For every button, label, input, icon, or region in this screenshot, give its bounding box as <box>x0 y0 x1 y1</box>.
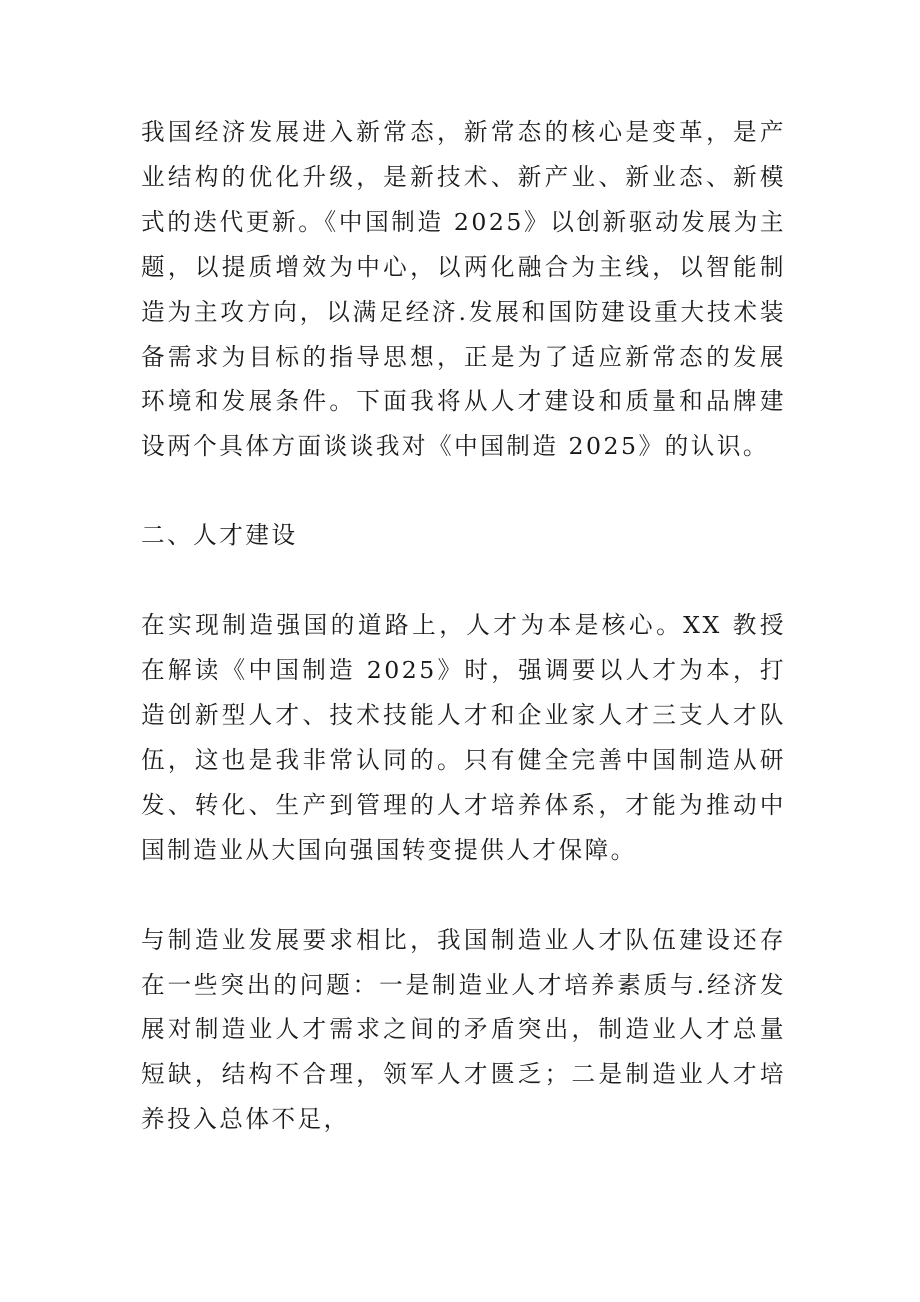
paragraph-intro: 我国经济发展进入新常态，新常态的核心是变革，是产业结构的优化升级，是新技术、新产业、新业态、新模式的迭代更新。《中国制造 2025》以创新驱动发展为主题，以提质增效为中心，以两化融合为主线，以智能制造为主攻方向，以满足经济.发展和国防建设重大技术装备需求为目标的指导思想，正是为了适应新常态的发展环境和发展条件。下面我将从人才建设和质量和品牌建设两个具体方面谈谈我对《中国制造 2025》的认识。 <box>141 118 786 461</box>
paragraph-talent-core: 在实现制造强国的道路上，人才为本是核心。XX 教授在解读《中国制造 2025》时，强调要以人才为本，打造创新型人才、技术技能人才和企业家人才三支人才队伍，这也是我非常认同的。只有健全完善中国制造从研发、转化、生产到管理的人才培养体系，才能为推动中国制造业从大国向强国转变提供人才保障。 <box>141 611 786 864</box>
paragraph-talent-problems: 与制造业发展要求相比，我国制造业人才队伍建设还存在一些突出的问题：一是制造业人才培养素质与.经济发展对制造业人才需求之间的矛盾突出，制造业人才总量短缺，结构不合理，领军人才匮乏；二是制造业人才培养投入总体不足， <box>141 925 786 1134</box>
section-heading-talent: 二、人才建设 <box>141 521 298 550</box>
document-body <box>141 110 786 1142</box>
